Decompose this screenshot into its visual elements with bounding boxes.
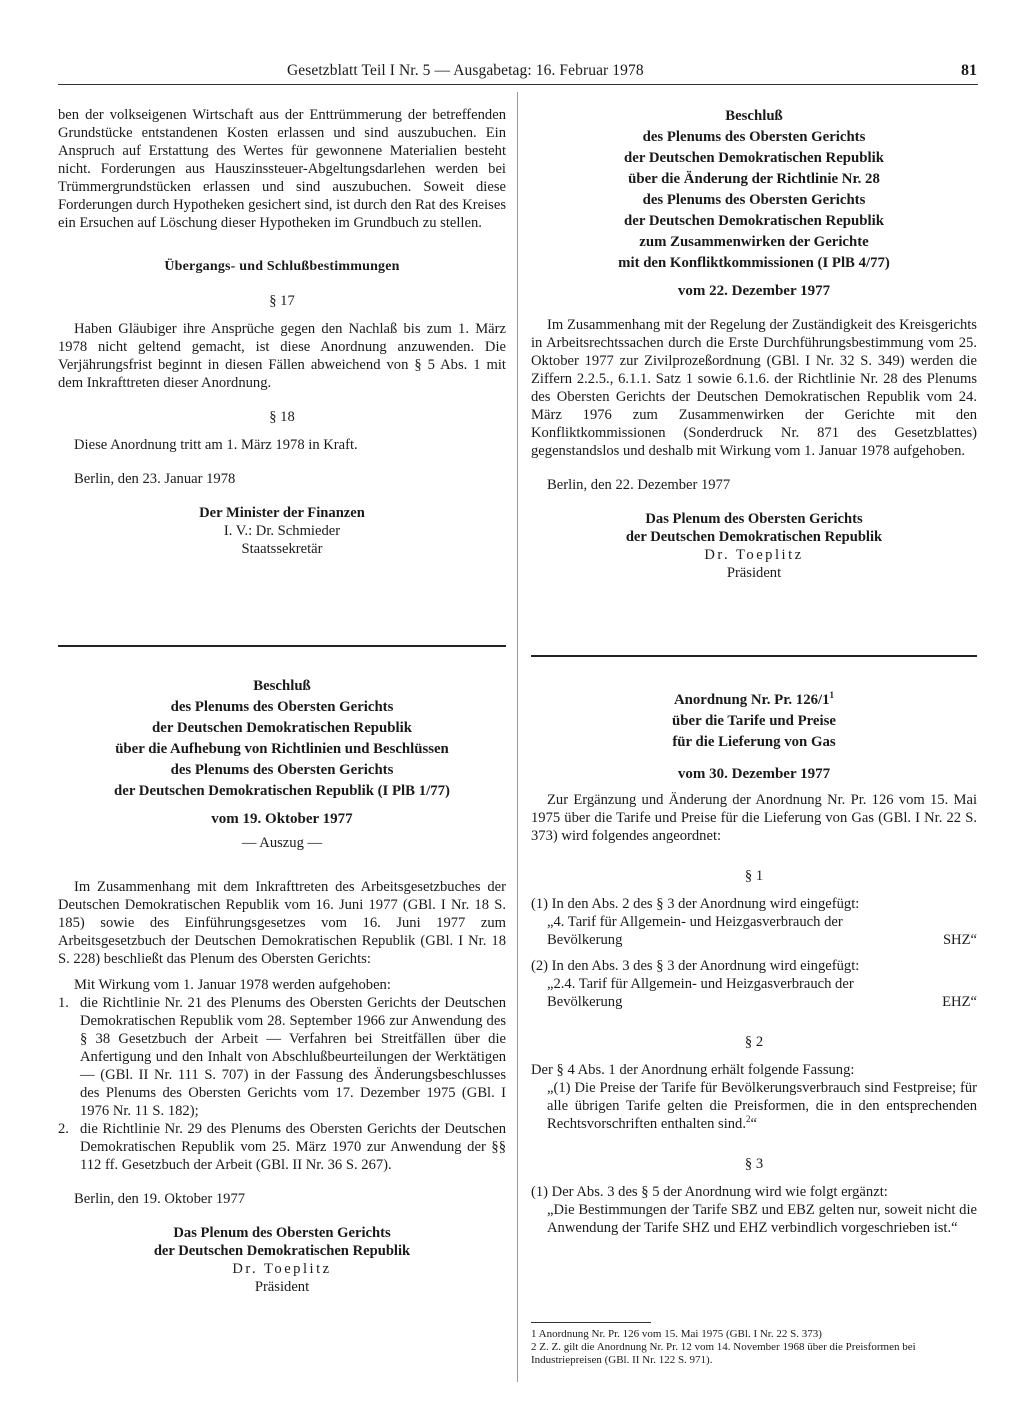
heading-line: der Deutschen Demokratischen Republik: [152, 720, 412, 736]
signature-org: Das Plenum des Obersten Gerichts: [645, 511, 863, 527]
paragraph-17-heading: § 17: [269, 293, 295, 309]
right-column-bottom: [531, 690, 977, 1237]
heading-line: des Plenums des Obersten Gerichts: [642, 129, 866, 145]
footnote-ref: 2: [746, 1114, 751, 1125]
signature-title: Präsident: [726, 565, 782, 581]
list-number: 2.: [58, 1121, 69, 1137]
tariff-code: EHZ“: [942, 994, 977, 1010]
document-date: vom 22. Dezember 1977: [677, 283, 831, 299]
footnote-rule: [531, 1322, 651, 1323]
heading-line: Beschluß: [253, 678, 311, 694]
list-item: [58, 994, 506, 1120]
excerpt-label: — Auszug —: [241, 835, 323, 851]
paragraph-3-quote: „Die Bestimmungen der Tarife SBZ und EBZ gelten nur, soweit nicht die Anwendung der Tarife SHZ und EHZ verbindlich vorgeschrieben ist.“: [547, 1202, 977, 1236]
quote-text: „(1) Die Preise der Tarife für Bevölkerungsverbrauch sind Festpreise; für alle übrigen Tarife gelten die Preisformen, die in den entsprechenden Rechtsvorschriften enthalten sind.: [547, 1080, 977, 1132]
signature-name: I. V.: Dr. Schmieder: [223, 523, 341, 539]
heading-line: für die Lieferung von Gas: [672, 734, 836, 750]
paragraph-18-heading: § 18: [269, 409, 295, 425]
heading-text: Anordnung Nr. Pr. 126/1: [673, 692, 830, 708]
document-date: vom 30. Dezember 1977: [677, 766, 831, 782]
heading-line: über die Änderung der Richtlinie Nr. 28: [628, 171, 880, 187]
signature-org: der Deutschen Demokratischen Republik: [625, 529, 883, 545]
signature-org: Der Minister der Finanzen: [199, 505, 365, 521]
body-text: Im Zusammenhang mit der Regelung der Zuständigkeit des Kreisgerichts in Arbeitsrechtssachen durch die Erste Durchführungsbestimmung vom 25. Oktober 1977 zur Zivilprozeßordnung (GBl. I Nr. 32 S. 349) werden die Ziffern 2.2.5., 6.1.1. Satz 1 sowie 6.1.6. der Richtlinie Nr. 28 des Plenums des Obersten Gerichts der Deutschen Demokratischen Republik vom 24. März 1976 zum Zusammenwirken der Gerichte mit den Konfliktkommissionen (Sonderdruck Nr. 871 des Gesetzblattes) gegenstandslos und deshalb mit Wirkung vom 1. Januar 1978 aufgehoben.: [531, 317, 977, 459]
footnote-ref: 1: [829, 690, 835, 701]
page-number: 81: [961, 62, 977, 79]
right-column-top: [531, 106, 977, 582]
tariff-entry: [531, 913, 977, 949]
header-rule: [58, 84, 978, 85]
heading-line: zum Zusammenwirken der Gerichte: [639, 234, 869, 250]
heading-line: über die Tarife und Preise: [672, 713, 836, 729]
left-column-top: [58, 106, 506, 558]
heading-line: der Deutschen Demokratischen Republik: [624, 150, 884, 166]
section-divider: [58, 645, 506, 647]
quote-close: “: [750, 1116, 757, 1132]
footnote: 1 Anordnung Nr. Pr. 126 vom 15. Mai 1975 (GBl. I Nr. 22 S. 373): [531, 1328, 822, 1340]
section-heading: Übergangs- und Schlußbestimmungen: [164, 259, 400, 274]
paragraph-1-clause-1: (1) In den Abs. 2 des § 3 der Anordnung wird eingefügt:: [531, 896, 860, 912]
tariff-text: „2.4. Tarif für Allgemein- und Heizgasverbrauch der Bevölkerung: [547, 976, 854, 1010]
heading-line: des Plenums des Obersten Gerichts: [170, 762, 394, 778]
heading-line: des Plenums des Obersten Gerichts: [170, 699, 394, 715]
tariff-code: SHZ“: [942, 932, 977, 948]
paragraph-2-heading: § 2: [744, 1034, 764, 1050]
signature-org: der Deutschen Demokratischen Republik: [153, 1243, 411, 1259]
list-text: die Richtlinie Nr. 29 des Plenums des Obersten Gerichts der Deutschen Demokratischen Republik vom 25. März 1970 zur Anwendung der §§ 112 ff. Gesetzbuch der Arbeit (GBl. II Nr. 36 S. 267).: [80, 1121, 506, 1173]
paragraph-18-text: Diese Anordnung tritt am 1. März 1978 in Kraft.: [74, 437, 358, 453]
lead-text: Mit Wirkung vom 1. Januar 1978 werden aufgehoben:: [74, 977, 391, 993]
list-text: die Richtlinie Nr. 21 des Plenums des Obersten Gerichts der Deutschen Demokratischen Republik vom 28. September 1966 zur Anwendung des § 38 Gesetzbuch der Arbeit — Verfahren bei Streitfällen über die Anfertigung und den Inhalt von Abschlußbeurteilungen der Werktätigen — (GBl. II Nr. 111 S. 707) in der Fassung des Änderungsbeschlusses des Plenums des Obersten Gerichts vom 17. Dezember 1975 (GBl. I 1976 Nr. 11 S. 182);: [80, 995, 506, 1119]
intro-text: Zur Ergänzung und Änderung der Anordnung Nr. Pr. 126 vom 15. Mai 1975 über die Tarife und Preise für die Lieferung von Gas (GBl. I Nr. 22 S. 373) wird folgendes angeordnet:: [531, 792, 977, 844]
paragraph-1-heading: § 1: [744, 868, 764, 884]
heading-line: [531, 690, 977, 711]
tariff-text: „4. Tarif für Allgemein- und Heizgasverbrauch der Bevölkerung: [547, 914, 843, 948]
paragraph-3-lead: (1) Der Abs. 3 des § 5 der Anordnung wird wie folgt ergänzt:: [531, 1184, 888, 1200]
paragraph-17-text: Haben Gläubiger ihre Ansprüche gegen den Nachlaß bis zum 1. März 1978 nicht geltend gemacht, ist diese Anordnung anzuwenden. Die Verjährungsfrist beginnt in diesen Fällen abweichend von § 5 Abs. 1 mit dem Inkrafttreten dieser Anordnung.: [58, 321, 506, 391]
heading-line: des Plenums des Obersten Gerichts: [642, 192, 866, 208]
paragraph-1-clause-2: (2) In den Abs. 3 des § 3 der Anordnung wird eingefügt:: [531, 958, 860, 974]
heading-line: über die Aufhebung von Richtlinien und Beschlüssen: [115, 741, 449, 757]
header-title: Gesetzblatt Teil I Nr. 5 — Ausgabetag: 16. Februar 1978: [287, 62, 644, 79]
signature-title: Präsident: [254, 1279, 310, 1295]
heading-line: mit den Konfliktkommissionen (I PlB 4/77): [618, 255, 890, 271]
column-separator: [517, 92, 518, 1382]
paragraph-3-heading: § 3: [744, 1156, 764, 1172]
place-date: Berlin, den 19. Oktober 1977: [74, 1191, 246, 1207]
tariff-entry: [531, 975, 977, 1011]
place-date: Berlin, den 22. Dezember 1977: [547, 477, 731, 493]
section-divider: [531, 655, 977, 657]
footnote: 2 Z. Z. gilt die Anordnung Nr. Pr. 12 vom 14. November 1968 über die Preisformen bei Industriepreisen (GBl. II Nr. 122 S. 971).: [531, 1341, 916, 1366]
signature-name: Dr. Toeplitz: [232, 1261, 332, 1277]
list-number: 1.: [58, 995, 69, 1011]
continuation-text: ben der volkseigenen Wirtschaft aus der Enttrümmerung der betreffenden Grundstücke entstandenen Kosten erlassen und sind auszubuchen. Ein Anspruch auf Erstattung des Wertes für gewonnene Materialien besteht nicht. Forderungen aus Hauszinssteuer-Abgeltungsdarlehen werden bei Trümmergrundstücken erlassen und sind auszubuchen. Soweit diese Forderungen durch Hypotheken gesichert sind, ist durch den Rat des Kreises ein Ersuchen auf Löschung dieser Hypotheken im Grundbuch zu stellen.: [58, 107, 506, 231]
signature-org: Das Plenum des Obersten Gerichts: [173, 1225, 391, 1241]
document-date: vom 19. Oktober 1977: [211, 811, 353, 827]
paragraph-2-lead: Der § 4 Abs. 1 der Anordnung erhält folgende Fassung:: [531, 1062, 855, 1078]
left-column-bottom: [58, 676, 506, 1296]
heading-line: der Deutschen Demokratischen Republik: [624, 213, 884, 229]
signature-title: Staatssekretär: [241, 541, 323, 557]
signature-name: Dr. Toeplitz: [704, 547, 804, 563]
paragraph-2-quote: [531, 1079, 977, 1133]
intro-text: Im Zusammenhang mit dem Inkrafttreten des Arbeitsgesetzbuches der Deutschen Demokratischen Republik vom 16. Juni 1977 (GBl. I Nr. 18 S. 185) sowie des Einführungsgesetzes vom 16. Juni 1977 zum Arbeitsgesetzbuch der Deutschen Demokratischen Republik (GBl. I Nr. 18 S. 228) beschließt das Plenum des Obersten Gerichts:: [58, 879, 506, 967]
heading-line: der Deutschen Demokratischen Republik (I PlB 1/77): [114, 783, 450, 799]
heading-line: Beschluß: [725, 108, 783, 124]
place-date: Berlin, den 23. Januar 1978: [74, 471, 236, 487]
page-header: [287, 62, 977, 82]
list-item: [58, 1120, 506, 1174]
footnotes: [531, 1328, 977, 1367]
